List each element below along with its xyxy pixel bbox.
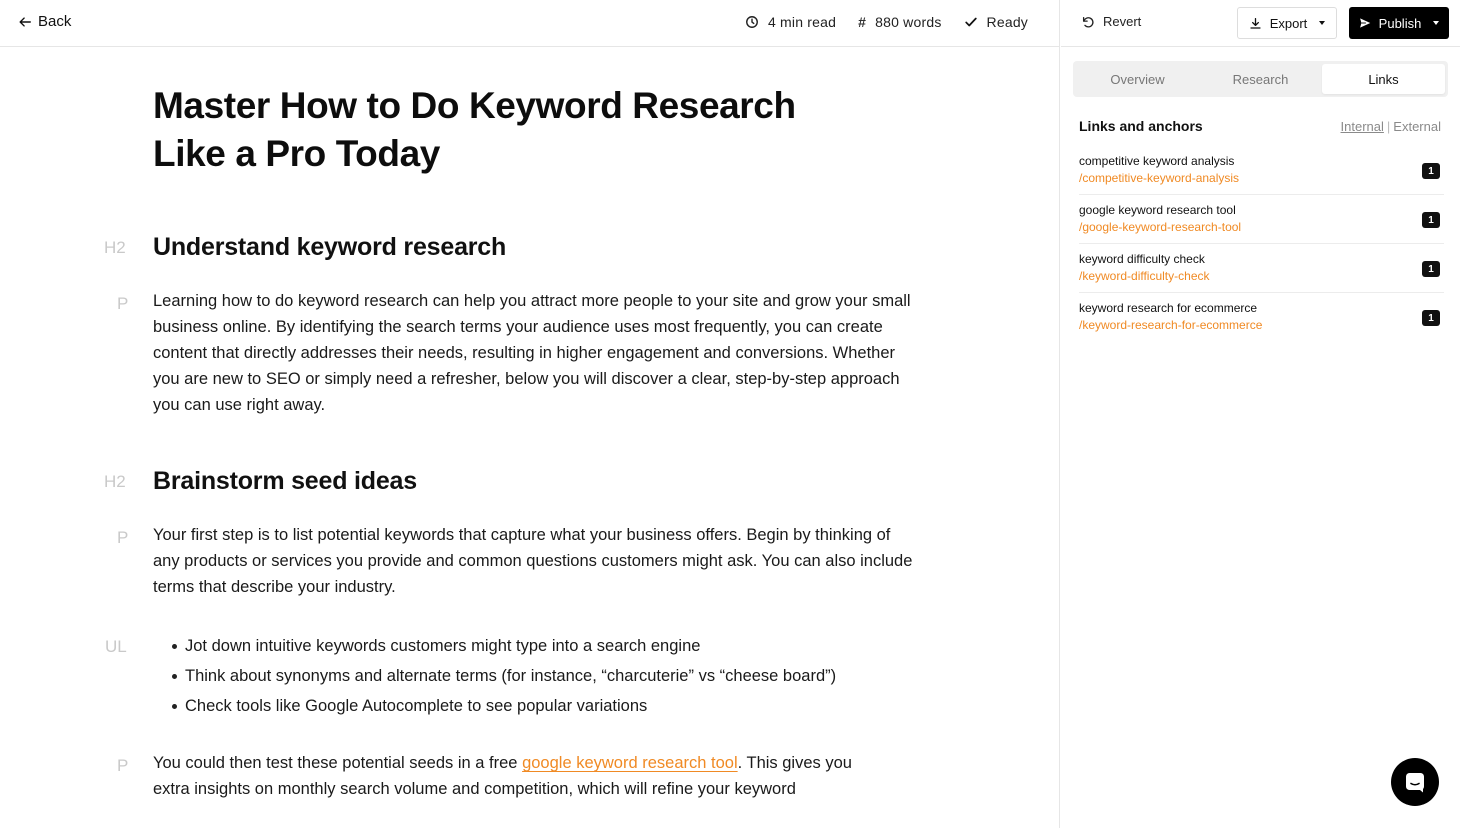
block-type-label: P xyxy=(117,294,129,313)
block-type-label: UL xyxy=(105,637,127,656)
chevron-down-icon xyxy=(1319,21,1325,25)
links-header xyxy=(1079,118,1441,134)
publish-label: Publish xyxy=(1378,15,1422,31)
link-slug[interactable]: /google-keyword-research-tool xyxy=(1079,220,1242,234)
read-time xyxy=(745,14,836,30)
tab-research[interactable]: Research xyxy=(1232,71,1289,87)
word-count-text: 880 words xyxy=(875,14,942,30)
chat-icon xyxy=(1403,770,1427,794)
inline-link[interactable]: google keyword research tool xyxy=(522,754,738,772)
list-item[interactable]: Jot down intuitive keywords customers might type into a search engine xyxy=(170,631,910,661)
paragraph-first-step[interactable]: Your first step is to list potential keywords that capture what your business offers. Begin by thinking of any products or services you provide and common questions customers might ask. You can also include terms that describe your industry. xyxy=(153,526,913,596)
anchor-text: competitive keyword analysis xyxy=(1079,154,1235,168)
export-button[interactable] xyxy=(1237,7,1337,39)
anchor-text: google keyword research tool xyxy=(1079,203,1236,217)
block-type-label: P xyxy=(117,756,129,775)
link-filter xyxy=(1341,119,1441,134)
article-stats xyxy=(745,14,1028,30)
block-type-label: P xyxy=(117,528,129,547)
seed-ideas-list[interactable] xyxy=(170,631,910,721)
link-count-badge: 1 xyxy=(1422,212,1440,228)
links-title: Links and anchors xyxy=(1079,118,1203,134)
check-icon xyxy=(964,15,978,29)
action-toolbar xyxy=(1061,0,1460,47)
download-icon xyxy=(1249,17,1262,30)
status-indicator xyxy=(964,14,1028,30)
paragraph-intro[interactable]: Learning how to do keyword research can help you attract more people to your site and grow your small business online. By identifying the search terms your audience uses most frequently, you can create content that directly addresses their needs, resulting in higher engagement and conversions. Whether you are new to SEO or simply need a refresher, below you will discover a clear, step-by-step approach you can use right away. xyxy=(153,292,911,414)
link-count-badge: 1 xyxy=(1422,163,1440,179)
paragraph-test-seeds[interactable] xyxy=(153,750,893,802)
anchor-text: keyword research for ecommerce xyxy=(1079,301,1258,315)
list-item[interactable]: Think about synonyms and alternate terms (for instance, “charcuterie” vs “cheese board”) xyxy=(170,661,910,691)
publish-button[interactable] xyxy=(1349,7,1449,39)
panel-tabs xyxy=(1073,61,1448,97)
article-title[interactable] xyxy=(153,82,873,178)
links-list xyxy=(1079,146,1444,342)
title-line-1: Master How to Do Keyword Research xyxy=(153,85,796,126)
heading-brainstorm[interactable]: Brainstorm seed ideas xyxy=(153,467,417,495)
read-time-text: 4 min read xyxy=(767,14,837,30)
link-count-badge: 1 xyxy=(1422,261,1440,277)
send-icon xyxy=(1359,17,1371,29)
filter-separator: | xyxy=(1386,118,1391,134)
paragraph-text: You could then test these potential seeds in a free xyxy=(153,754,523,772)
link-slug[interactable]: /keyword-research-for-ecommerce xyxy=(1079,318,1263,332)
top-bar xyxy=(0,0,1060,47)
list-item[interactable] xyxy=(1079,146,1444,195)
block-type-label: H2 xyxy=(104,472,126,491)
hash-icon: # xyxy=(858,14,867,30)
list-item[interactable] xyxy=(1079,244,1444,293)
panel-divider xyxy=(1059,0,1060,828)
chevron-down-icon[interactable] xyxy=(1433,21,1439,25)
tab-overview[interactable]: Overview xyxy=(1110,71,1165,87)
anchor-text: keyword difficulty check xyxy=(1079,252,1205,266)
paragraph-text: . This gives you extra insights on monthly search volume and competition, which will refine your keyword xyxy=(153,754,852,798)
heading-understand[interactable]: Understand keyword research xyxy=(153,233,507,261)
block-type-label: H2 xyxy=(104,238,126,257)
link-count-badge: 1 xyxy=(1422,310,1440,326)
revert-button[interactable] xyxy=(1081,14,1141,29)
clock-icon xyxy=(745,15,759,29)
filter-internal[interactable]: Internal xyxy=(1340,118,1384,134)
article-editor xyxy=(0,48,1059,828)
list-item[interactable] xyxy=(1079,195,1444,244)
back-label: Back xyxy=(38,13,72,30)
side-panel xyxy=(1061,48,1460,828)
back-button[interactable] xyxy=(18,13,71,30)
link-slug[interactable]: /keyword-difficulty-check xyxy=(1079,269,1210,283)
title-line-2: Like a Pro Today xyxy=(153,133,440,174)
link-slug[interactable]: /competitive-keyword-analysis xyxy=(1079,171,1240,185)
tab-links[interactable]: Links xyxy=(1322,64,1445,94)
word-count xyxy=(858,14,941,30)
export-label: Export xyxy=(1269,15,1308,31)
list-item[interactable]: Check tools like Google Autocomplete to see popular variations xyxy=(170,691,910,721)
list-item[interactable] xyxy=(1079,293,1444,342)
status-text: Ready xyxy=(986,14,1028,30)
filter-external[interactable]: External xyxy=(1393,118,1441,134)
arrow-left-icon xyxy=(18,15,32,29)
chat-support-button[interactable] xyxy=(1391,758,1439,806)
revert-label: Revert xyxy=(1103,14,1142,29)
undo-icon xyxy=(1081,15,1095,29)
